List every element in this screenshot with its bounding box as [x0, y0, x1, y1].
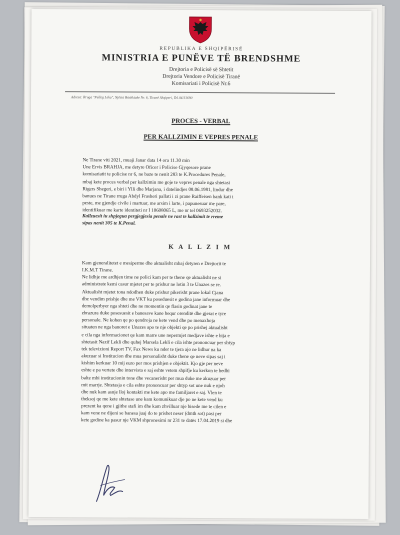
text-line: theksoj qe me kete shtetase une kam komunikuar dje po ne kete vend ku: [81, 397, 223, 404]
section-title: K A L L Z I M: [168, 243, 232, 252]
text-line: kete godine ka pasur nje VKM shpronesimi nr 231 te datës 17.04.2019 si dhe: [81, 418, 233, 425]
text-line: kam vene ne dijeni se banesa juaj do te prishet neser (dmth sot) pasi per: [81, 411, 222, 418]
text-line: Une Ervis BRAHJA, me detyre Oficer i Policise Gjyqesore prane: [82, 165, 211, 172]
statement-body: [81, 260, 322, 426]
address-line: Adresa: Rruga "Pelleg Leka", Njësia Bashkiake Nr. 6, Tiranë Shqiperi, Tel.04/31690: [71, 95, 193, 100]
text-line: personale. Ne kohen qe po qendroja ne kete vend dhe po menaxhoja: [81, 318, 216, 325]
text-line: shtetasit Nazif Lekli dhe quhej Marsela Lekli e cila ishte prononcuar per shtyp: [81, 339, 235, 346]
document-subtitle: PER KALLZIMIN E VEPRES PENALE: [143, 133, 258, 142]
text-line: banues ne Tirane rruga Abdyl Frasheri pallati i zi prane Raiffeisen bank kati i: [82, 194, 234, 201]
text-line: mit marrje. Shtetasja e cila eshte prononcuar per shtyp sot une nuk e njoh: [81, 382, 225, 389]
text-line: situaten ne nga banoret e Unazes apo te nje objekti qe po prishej aktualisht: [81, 325, 228, 332]
text-line: Aktualisht mjetet tona ndodhen duke prishur pikerisht prane lokal Cjana: [81, 289, 224, 296]
text-line: mbaj kete proces verbal per kallzimin me goje te vepres penale nga shtetasi: [82, 179, 230, 186]
republic-label: REPUBLIKA E SHQIPËRISË: [159, 46, 244, 53]
ministry-title: MINISTRIA E PUNËVE TË BRENDSHME: [101, 53, 301, 65]
intro-paragraph: [82, 157, 320, 216]
text-line: Kallzuesit iu shpjegua pergjegjesia penale ne rast te kallzimit te rreme: [82, 214, 224, 221]
local-directorate-line: Drejtoria Vendore e Policisë Tiranë: [162, 73, 240, 81]
text-line: zbrazura duke posesuesit e banesave kane hequr orenditë dhe gjerat e tyre: [81, 311, 227, 318]
text-line: dhe vendim prishje dhe me VKT ku poseduesit e godina jane informuar dhe: [81, 297, 231, 303]
text-line: tek televizioni Report TV, Fax News ku nder te tjera ajo ne lidhur na ka: [81, 347, 222, 354]
directorate-line: Drejtoria e Policisë së Shtetit: [169, 66, 234, 74]
text-line: demolperbyer nga shteti dhe ne momentin qe flasin godinat jane te: [81, 304, 213, 311]
albanian-eagle-emblem-icon: [185, 14, 215, 44]
text-line: prezent ka qene i gjithe stafi im dhe kam zhvilluar nje bisede me te cilen e: [81, 404, 227, 411]
text-line: Kam gjeneralitetet e mesiperme dhe aktualisht mbaj detyren e Drejtorit te: [81, 261, 226, 268]
text-line: peste, me gjendje civile i martuar, me arsim i larte, i papunesuar me pare,: [82, 201, 226, 208]
commissariat-line: Komisariati i Policisë Nr.6: [171, 80, 231, 88]
liability-notice: [82, 213, 322, 229]
text-line: Ne Tirane viti 2021, muaji Janar data 14 ora 11.30 min: [82, 158, 190, 164]
header-divider: [65, 91, 335, 94]
text-line: sipas nenit 305 te K.Penal.: [82, 221, 136, 227]
text-line: kishim kerkuar 10 mij euro per mos prishjen e objektit. Kjo gje per neve: [81, 361, 223, 368]
text-line: identifikuar me karte identiteti nr I 10608065 L, me nr tel 0693252032.: [82, 208, 222, 215]
handwritten-signature: [91, 461, 131, 503]
text-line: komisariatit te policise nr 6, ne baze te nenit 283 te K.Procedures Penale,: [82, 172, 226, 179]
text-line: e cila nga informacionet qe kam marre une nepermjet medjave ishte e bija e: [81, 332, 230, 339]
document-page: [28, 9, 371, 519]
text-line: balte mbi institucionin tone dhe vecanerisht per mua duke me akuzuar per: [81, 375, 226, 382]
text-line: I.K.M.T Tirane.: [81, 268, 114, 274]
text-line: eshte e pa vertete dhe intervista e saj eshte vetem shpifje ku kerkon te hedhi: [81, 368, 230, 375]
text-line: dhe nuk kam asnje lloj kontakti me kete apo me familjaret e saj. Vlen te: [81, 390, 222, 396]
document-title: PROCES - VERBAL: [171, 117, 231, 126]
text-line: Ne lidhje me ardhjen time ne polici kam per te thene qe aktualisht ne si: [81, 275, 222, 282]
text-line: Rigers Shegeri, e biri i Ylli dhe Marjana, i datelindjes 08.06.1981, lindur dhe: [82, 187, 233, 194]
text-line: akuzuar si Institucion dhe mua personalisht duke thene qe neve sipas saj i: [81, 354, 226, 361]
text-line: administrate kemi casur mjetet per te prishur ne lotin 3 te Unazes se re.: [81, 282, 221, 289]
